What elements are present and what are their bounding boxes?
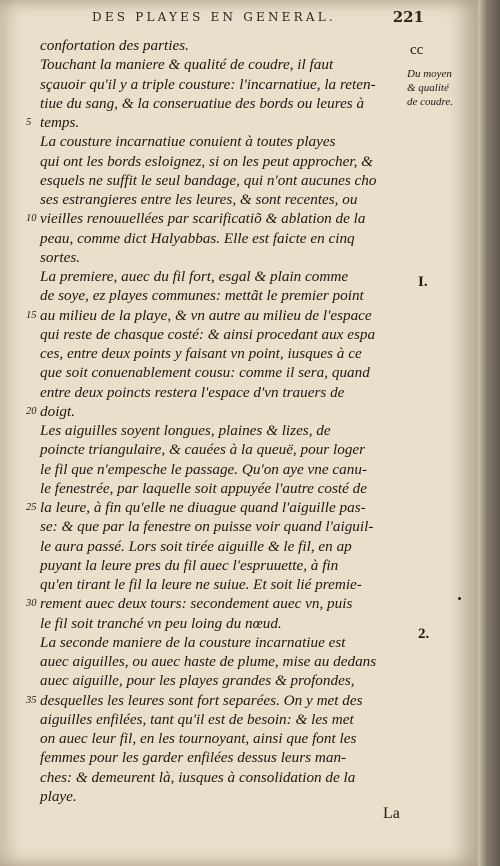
line-text: rement auec deux tours: secondement auec vn, puis: [40, 595, 353, 613]
line-text: poincte triangulaire, & cauées à la queuë, pour loger: [40, 441, 366, 459]
text-line: [26, 729, 424, 748]
text-line: [26, 132, 424, 151]
text-line: [26, 594, 424, 613]
side-note-line: Du moyen: [407, 68, 452, 80]
text-line: [26, 75, 424, 94]
line-text: esquels ne suffit le seul bandage, qui n'ont aucunes cho: [40, 171, 377, 189]
text-line: [26, 55, 424, 74]
text-line: [26, 498, 424, 517]
text-line: [26, 556, 424, 575]
line-text: que soit conuenablement cousu: comme il sera, quand: [40, 364, 370, 382]
running-head: DES PLAYES EN GENERAL.: [92, 10, 336, 24]
quote-mark: cc: [410, 42, 424, 58]
line-text: ces, entre deux points y faisant vn point, iusques à ce: [40, 345, 362, 362]
page-header: [92, 8, 424, 30]
line-text: se: & que par la fenestre on puisse voir quand l'aiguil-: [40, 518, 374, 536]
text-line: [26, 402, 424, 421]
line-text: tiue du sang, & la conseruatiue des bords ou leures à: [40, 94, 365, 112]
section-marker: I.: [418, 274, 428, 290]
text-line: [26, 633, 424, 652]
text-line: [26, 171, 424, 190]
text-line: [26, 440, 424, 459]
side-note-line: de coudre.: [407, 96, 454, 108]
text-line: [26, 691, 424, 710]
line-number: 5: [26, 117, 32, 128]
line-text: ches: & demeurent là, iusques à consolidation de la: [40, 768, 356, 786]
ink-speck: [458, 597, 461, 600]
text-line: [26, 710, 424, 729]
line-text: Touchant la maniere & qualité de coudre, il faut: [40, 56, 334, 74]
text-line: [26, 325, 424, 344]
line-text: la leure, à fin qu'elle ne diuague quand l'aiguille pas-: [40, 499, 366, 516]
text-line: [26, 671, 424, 690]
text-line: [26, 787, 424, 806]
line-text: le fil que n'empesche le passage. Qu'on aye vne canu-: [40, 460, 368, 478]
line-text: sortes.: [40, 248, 81, 266]
catchword: La: [383, 805, 400, 822]
line-text: entre deux poincts restera l'espace d'vn trauers de: [40, 383, 345, 401]
text-line: [26, 113, 424, 132]
line-number: 25: [26, 502, 37, 513]
page-gutter-shadow: [478, 0, 500, 866]
text-line: [26, 267, 424, 286]
text-line: [26, 344, 424, 363]
line-text: puyant la leure pres du fil auec l'espruuette, à fin: [40, 556, 339, 574]
text-line: [26, 421, 424, 440]
line-text: vieilles renouuellées par scarificatiõ & ablation de la: [40, 210, 366, 228]
text-line: [26, 748, 424, 767]
text-line: [26, 652, 424, 671]
line-text: La premiere, auec du fil fort, esgal & plain comme: [40, 268, 349, 285]
line-number: 35: [26, 694, 37, 706]
line-text: doigt.: [40, 402, 76, 420]
line-text: le fenestrée, par laquelle soit appuyée l'autre costé de: [40, 479, 368, 497]
line-text: temps.: [40, 114, 80, 131]
text-line: [26, 306, 424, 325]
line-text: le aura passé. Lors soit tirée aiguille & le fil, en ap: [40, 537, 352, 555]
text-line: [26, 152, 424, 171]
line-text: de soye, ez playes communes: mettãt le premier point: [40, 287, 364, 305]
line-text: auec aiguilles, ou auec haste de plume, mise au dedans: [40, 653, 377, 670]
body-text: [26, 36, 424, 806]
line-number: 10: [26, 213, 37, 225]
text-line: [26, 286, 424, 305]
side-note-line: & qualité: [407, 82, 449, 94]
section-marker: 2.: [418, 626, 430, 642]
line-number: 30: [26, 598, 37, 610]
text-line: [26, 575, 424, 594]
text-line: [26, 383, 424, 402]
line-text: ses estrangieres entre les leures, & sont recentes, ou: [40, 191, 358, 208]
line-text: playe.: [40, 787, 77, 805]
text-line: [26, 363, 424, 382]
text-line: [26, 209, 424, 228]
line-text: qui ont les bords esloignez, si on les peut approcher, &: [40, 152, 373, 170]
line-text: auec aiguille, pour les playes grandes & profondes,: [40, 672, 355, 690]
line-text: sçauoir qu'il y a triple cousture: l'incarnatiue, la reten-: [40, 75, 376, 93]
line-text: Les aiguilles soyent longues, plaines & lizes, de: [40, 422, 331, 439]
text-line: [26, 190, 424, 209]
line-text: qu'en tirant le fil la leure ne suiue. Et soit lié premie-: [40, 576, 362, 593]
text-line: [26, 36, 424, 55]
line-number: 15: [26, 309, 37, 321]
line-text: confortation des parties.: [40, 37, 189, 54]
line-text: La cousture incarnatiue conuient à toutes playes: [40, 133, 336, 151]
line-text: La seconde maniere de la cousture incarnatiue est: [40, 633, 346, 651]
text-line: [26, 248, 424, 267]
text-line: [26, 768, 424, 787]
line-text: desquelles les leures sont fort separées. On y met des: [40, 691, 363, 709]
text-line: [26, 517, 424, 536]
line-text: qui reste de chasque costé: & ainsi procedant aux espa: [40, 325, 376, 343]
page-number: 221: [392, 8, 424, 26]
line-number: 20: [26, 405, 37, 417]
line-text: le fil soit tranché vn peu loing du nœud.: [40, 614, 282, 632]
line-text: aiguilles enfilées, tant qu'il est de besoin: & les met: [40, 710, 354, 728]
line-text: femmes pour les garder enfilées dessus leurs man-: [40, 749, 347, 767]
text-line: [26, 229, 424, 248]
line-text: peau, comme dict Halyabbas. Elle est faicte en cinq: [40, 229, 355, 247]
text-line: [26, 479, 424, 498]
line-text: on auec leur fil, en les tournoyant, ainsi que font les: [40, 730, 357, 747]
text-line: [26, 537, 424, 556]
text-line: [26, 460, 424, 479]
text-line: [26, 614, 424, 633]
line-text: au milieu de la playe, & vn autre au milieu de l'espace: [40, 306, 372, 324]
text-line: [26, 94, 424, 113]
